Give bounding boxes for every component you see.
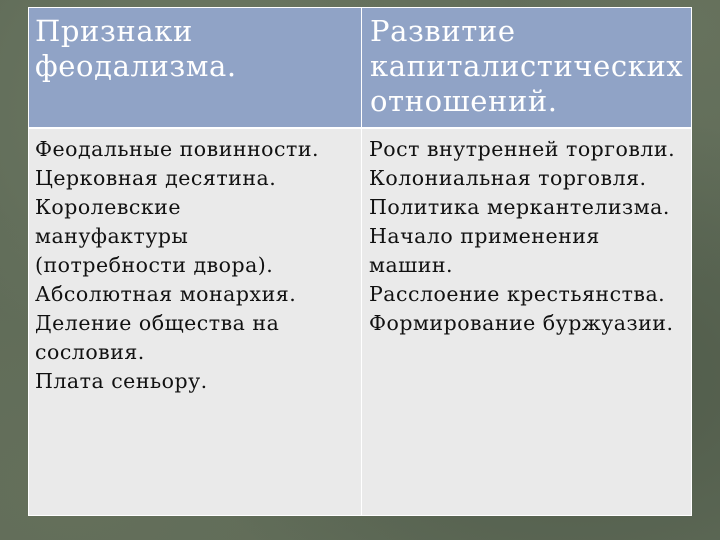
capitalism-features-cell: [362, 129, 691, 515]
feudalism-features-cell: [29, 129, 362, 515]
comparison-table: [28, 7, 692, 516]
header-feudalism-title: Признаки феодализма.: [35, 14, 237, 83]
header-capitalism-title: Развитие капиталистических отношений.: [370, 14, 684, 118]
capitalism-features-list: Рост внутренней торговли. Колониальная торговля. Политика меркантелизма. Начало применения машин. Расслоение крестьянства. Формирование буржуазии.: [369, 137, 676, 335]
feudalism-features-list: Феодальные повинности. Церковная десятина. Королевские мануфактуры (потребности двора). Абсолютная монархия. Деление общества на сословия. Плата сеньору.: [35, 137, 320, 393]
header-cell-capitalism: [362, 8, 691, 129]
header-cell-feudalism: [29, 8, 362, 129]
